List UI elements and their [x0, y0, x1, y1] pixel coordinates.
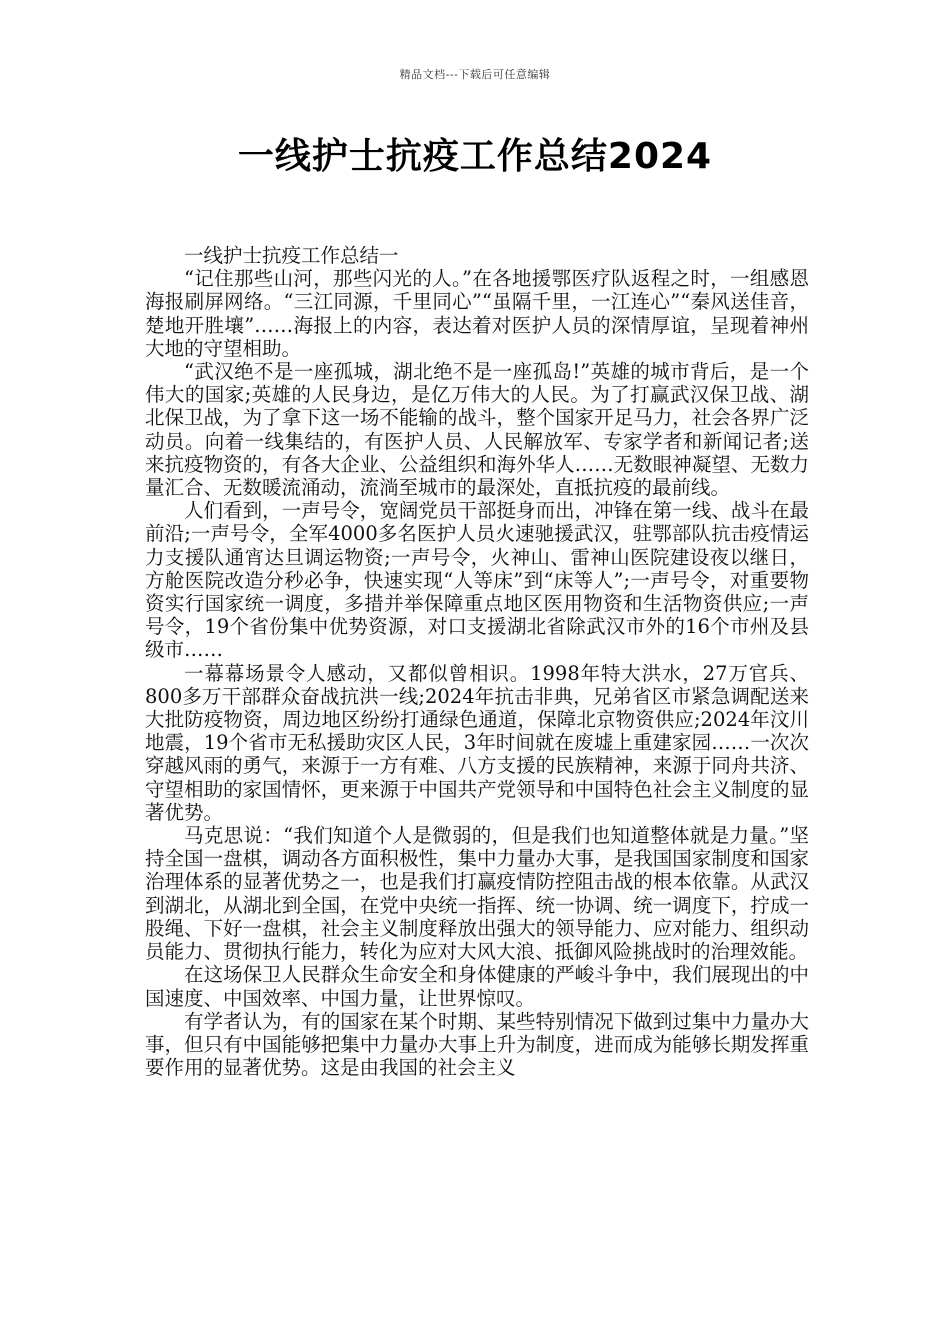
- body-paragraph-2: “武汉绝不是一座孤城，湖北绝不是一座孤岛!”英雄的城市背后，是一个伟大的国家;英雄的人民身边，是亿万伟大的人民。为了打赢武汉保卫战、湖北保卫战，为了拿下这一场不能输的战斗，整个国家开足马力，社会各界广泛动员。向着一线集结的，有医护人员、人民解放军、专家学者和新闻记者;送来抗疫物资的，有各大企业、公益组织和海外华人……无数眼神凝望、无数力量汇合、无数暖流涌动，流淌至城市的最深处，直抵抗疫的最前线。: [145, 360, 809, 500]
- body-paragraph-5: 马克思说：“我们知道个人是微弱的，但是我们也知道整体就是力量。”坚持全国一盘棋，调动各方面积极性，集中力量办大事，是我国国家制度和国家治理体系的显著优势之一，也是我们打赢疫情防控阻击战的根本依靠。从武汉到湖北，从湖北到全国，在党中央统一指挥、统一协调、统一调度下，拧成一股绳、下好一盘棋，社会主义制度释放出强大的领导能力、应对能力、组织动员能力、贯彻执行能力，转化为应对大风大浪、抵御风险挑战时的治理效能。: [145, 824, 809, 964]
- body-paragraph-3: 人们看到，一声号令，宽阔党员干部挺身而出，冲锋在第一线、战斗在最前沿;一声号令，全军4000多名医护人员火速驰援武汉，驻鄂部队抗击疫情运力支援队通宵达旦调运物资;一声号令，火神山、雷神山医院建设夜以继日，方舱医院改造分秒必争，快速实现“人等床”到“床等人”;一声号令，对重要物资实行国家统一调度，多措并举保障重点地区医用物资和生活物资供应;一声号令，19个省份集中优势资源，对口支援湖北省除武汉市外的16个市州及县级市……: [145, 499, 809, 662]
- section-subheading: 一线护士抗疫工作总结一: [184, 244, 399, 267]
- page-header-note: 精品文档---下载后可任意编辑: [399, 68, 551, 81]
- body-paragraph-4: 一幕幕场景令人感动，又都似曾相识。1998年特大洪水，27万官兵、800多万干部群众奋战抗洪一线;2024年抗击非典，兄弟省区市紧急调配送来大批防疫物资，周边地区纷纷打通绿色通道，保障北京物资供应;2024年汶川地震，19个省市无私援助灾区人民，3年时间就在废墟上重建家园……一次次穿越风雨的勇气，来源于一方有难、八方支援的民族精神，来源于同舟共济、守望相助的家国情怀，更来源于中国共产党领导和中国特色社会主义制度的显著优势。: [145, 661, 809, 824]
- body-paragraph-7: 有学者认为，有的国家在某个时期、某些特别情况下做到过集中力量办大事，但只有中国能够把集中力量办大事上升为制度，进而成为能够长期发挥重要作用的显著优势。这是由我国的社会主义: [145, 1009, 809, 1080]
- document-title: 一线护士抗疫工作总结2024: [237, 136, 713, 177]
- document-body: [145, 244, 809, 1079]
- body-paragraph-6: 在这场保卫人民群众生命安全和身体健康的严峻斗争中，我们展现出的中国速度、中国效率、中国力量，让世界惊叹。: [145, 963, 809, 1010]
- body-paragraph-1: “记住那些山河，那些闪光的人。”在各地援鄂医疗队返程之时，一组感恩海报刷屏网络。“三江同源，千里同心”“虽隔千里，一江连心”“秦风送佳音，楚地开胜壤”……海报上的内容，表达着对医护人员的深情厚谊，呈现着神州大地的守望相助。: [145, 267, 809, 360]
